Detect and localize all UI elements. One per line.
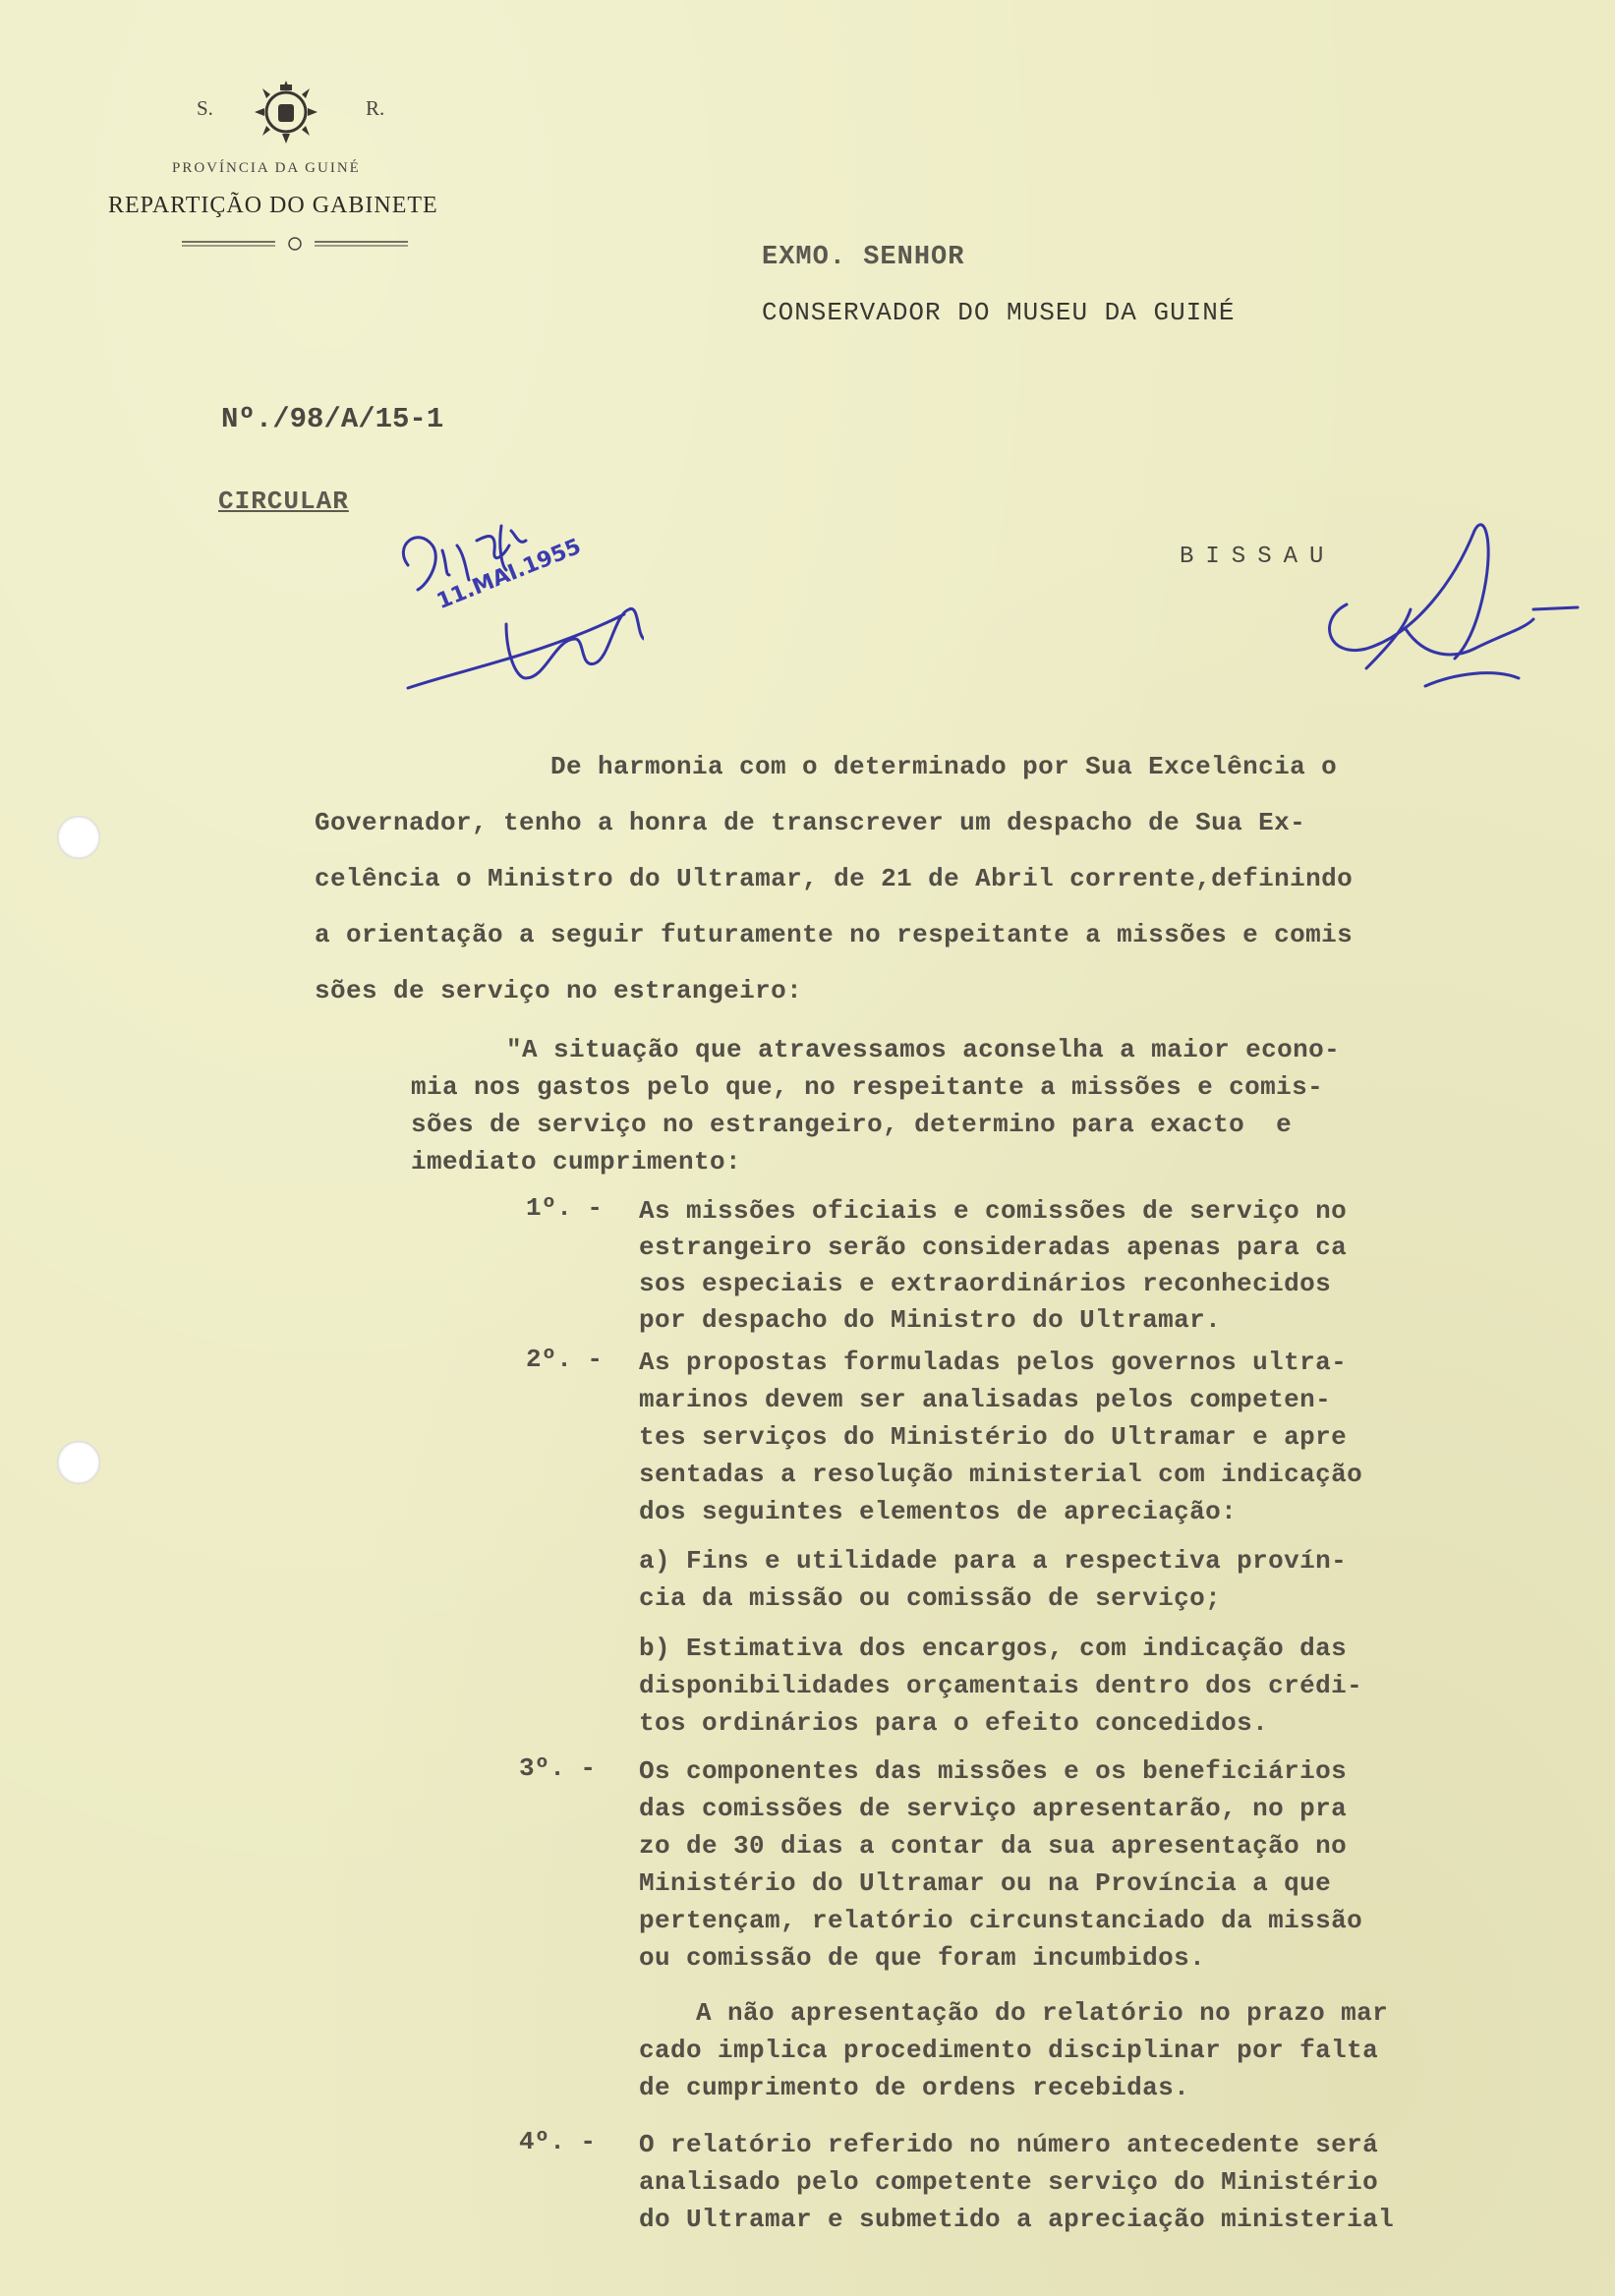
quote-line-1: "A situação que atravessamos aconselha a maior econo- [506,1035,1341,1064]
item-line: zo de 30 dias a contar da sua apresentação no [639,1831,1348,1861]
opening-line-2: Governador, tenho a honra de transcrever um despacho de Sua Ex- [315,808,1306,837]
item-line: pertençam, relatório circunstanciado da missão [639,1906,1363,1935]
item-number: 3º. - [519,1753,597,1783]
item-line: Ministério do Ultramar ou na Província a que [639,1868,1332,1898]
salutation: EXMO. SENHOR [762,243,965,272]
note-line: cado implica procedimento disciplinar por falta [639,2036,1379,2065]
subitem-line: a) Fins e utilidade para a respectiva provín- [639,1546,1348,1576]
punch-hole-top [57,816,100,859]
opening-line-5: sões de serviço no estrangeiro: [315,976,803,1005]
item-number: 4º. - [519,2127,597,2156]
note-line: A não apresentação do relatório no prazo mar [696,1998,1389,2028]
punch-hole-bottom [57,1441,100,1484]
letterhead-department: REPARTIÇÃO DO GABINETE [108,193,438,218]
item-line: analisado pelo competente serviço do Ministério [639,2167,1379,2197]
item-number: 2º. - [526,1345,604,1374]
recipient: CONSERVADOR DO MUSEU DA GUINÉ [762,298,1236,327]
subitem-line: cia da missão ou comissão de serviço; [639,1583,1222,1613]
place-name: BISSAU [1180,544,1336,570]
handwritten-signature [1307,511,1583,708]
opening-line-3: celência o Ministro do Ultramar, de 21 de Abril corrente,definindo [315,864,1354,893]
reference-number: Nº./98/A/15-1 [221,403,444,435]
quote-line-2: mia nos gastos pelo que, no respeitante a missões e comis- [411,1072,1324,1102]
quote-line-4: imediato cumprimento: [411,1147,742,1177]
item-number: 1º. - [526,1193,604,1223]
note-line: de cumprimento de ordens recebidas. [639,2073,1190,2102]
coat-of-arms-icon [251,77,321,147]
item-line: marinos devem ser analisadas pelos competen- [639,1385,1332,1414]
item-line: sentadas a resolução ministerial com indicação [639,1460,1363,1489]
subitem-line: b) Estimativa dos encargos, com indicação das [639,1634,1348,1663]
letterhead-initial-left: S. [197,96,213,120]
opening-line-4: a orientação a seguir futuramente no respeitante a missões e comis [315,920,1354,949]
item-line: dos seguintes elementos de apreciação: [639,1497,1238,1526]
item-line: das comissões de serviço apresentarão, no pra [639,1794,1348,1823]
ornament-divider-icon [182,236,408,252]
circular-heading: CIRCULAR [218,487,349,516]
item-line: As propostas formuladas pelos governos ultra- [639,1348,1348,1377]
item-line: O relatório referido no número antecedente será [639,2130,1379,2159]
subitem-line: disponibilidades orçamentais dentro dos crédi- [639,1671,1363,1700]
subitem-line: tos ordinários para o efeito concedidos. [639,1708,1269,1738]
item-line: estrangeiro serão consideradas apenas para ca [639,1233,1348,1262]
handwritten-ciente-annotation [388,506,644,703]
letterhead-province: PROVÍNCIA DA GUINÉ [172,160,361,176]
item-line: ou comissão de que foram incumbidos. [639,1943,1206,1973]
item-line: do Ultramar e submetido a apreciação ministerial [639,2205,1395,2234]
received-date-stamp: 11.MAI.1955 [433,534,585,615]
opening-line-1: De harmonia com o determinado por Sua Excelência o [550,752,1338,781]
item-line: As missões oficiais e comissões de serviço no [639,1196,1348,1226]
item-line: tes serviços do Ministério do Ultramar e apre [639,1422,1348,1452]
quote-line-3: sões de serviço no estrangeiro, determino para exacto e [411,1110,1293,1139]
item-line: por despacho do Ministro do Ultramar. [639,1305,1222,1335]
item-line: sos especiais e extraordinários reconhecidos [639,1269,1332,1298]
letterhead-initial-right: R. [366,96,385,120]
item-line: Os componentes das missões e os beneficiários [639,1756,1348,1786]
